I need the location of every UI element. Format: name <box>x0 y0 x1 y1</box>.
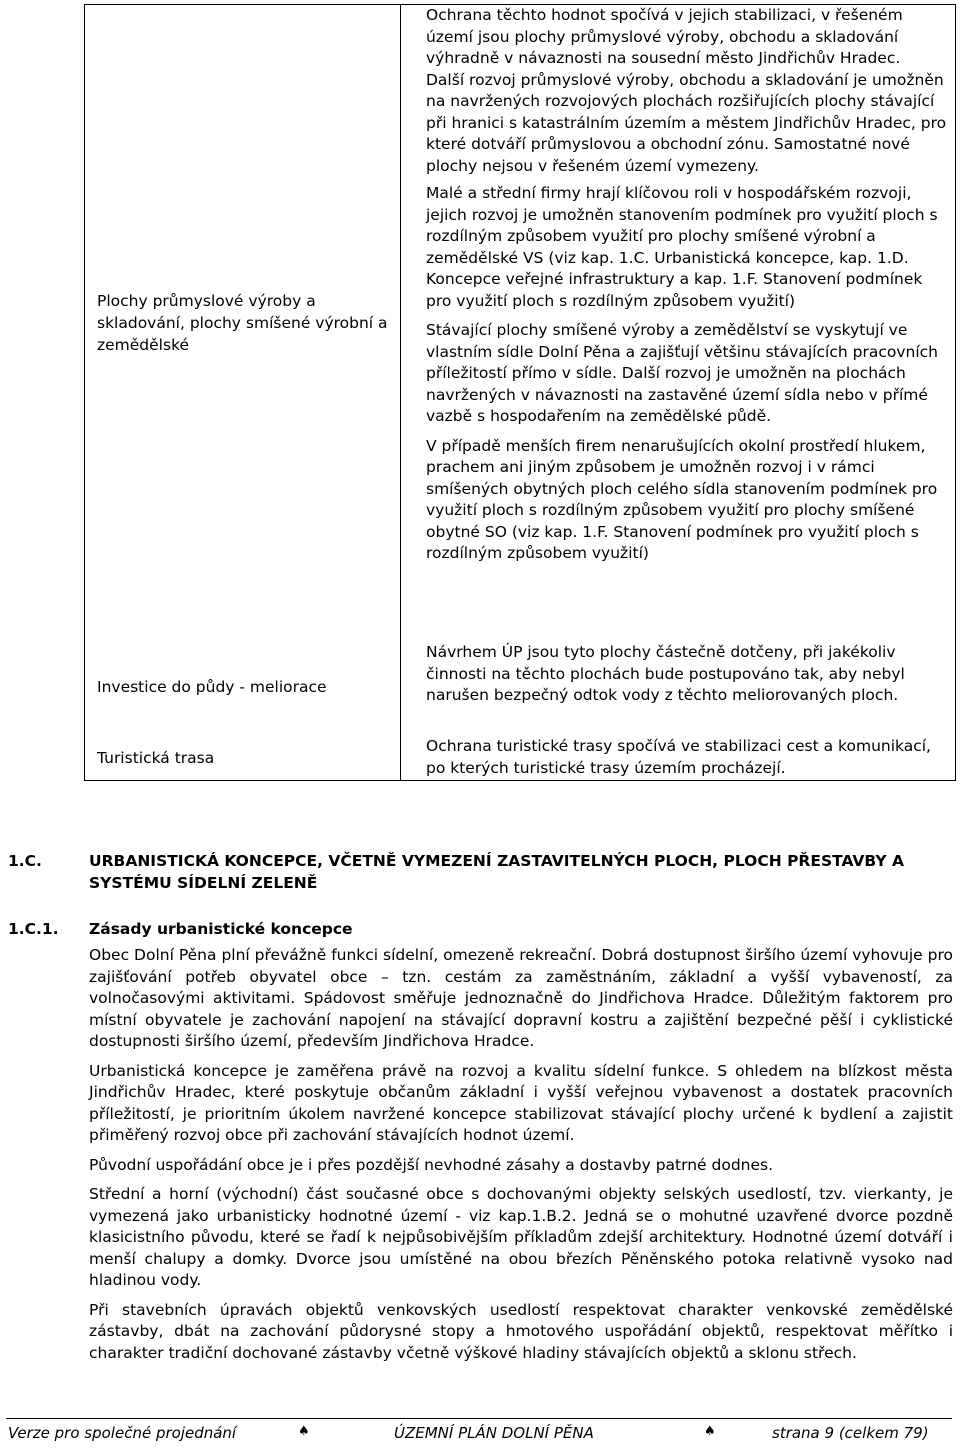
paragraph: Ochrana těchto hodnot spočívá v jejich stabilizaci, v řešeném území jsou plochy průmyslové výroby, obchodu a skladování výhradně v návaznosti na sousední město Jindřichův Hradec. <box>426 6 903 67</box>
body-text <box>89 945 953 1372</box>
page-footer <box>6 1418 952 1445</box>
paragraph: V případě menších firem nenarušujících okolní prostředí hlukem, prachem ani jiným způsobem je umožněn rozvoj i v rámci smíšených obytných ploch celého sídla stanovením podmínek pro využití ploch s rozdílným způsobem využití pro plochy smíšené obytné SO (viz kap. 1.F. Stanovení podmínek pro využití ploch s rozdílným způsobem využití) <box>426 436 938 562</box>
subsection-number: 1.C.1. <box>8 920 59 938</box>
footer-version: Verze pro společné projednání <box>8 1424 237 1442</box>
section-title: URBANISTICKÁ KONCEPCE, VČETNĚ VYMEZENÍ ZASTAVITELNÝCH PLOCH, PLOCH PŘESTAVBY A SYSTÉMU SÍDELNÍ ZELENĚ <box>89 852 905 892</box>
subsection-title: Zásady urbanistické koncepce <box>89 920 353 938</box>
label-tourist-route: Turistická trasa <box>97 749 215 767</box>
row-industrial-text <box>426 5 950 573</box>
spade-icon: ♠ <box>298 1424 310 1439</box>
label-soil-investment: Investice do půdy - meliorace <box>97 678 327 696</box>
footer-title: ÚZEMNÍ PLÁN DOLNÍ PĚNA <box>394 1424 594 1442</box>
paragraph: Při stavebních úpravách objektů venkovských usedlostí respektovat charakter venkovské zemědělské zástavby, dbát na zachování půdorysné stopy a hmotového uspořádání objektů, respektovat měřítko i charakter tradiční dochované zástavby včetně výškové hladiny stávajících objektů a sklonu střech. <box>89 1300 953 1362</box>
paragraph: Obec Dolní Pěna plní převážně funkci sídelní, omezeně rekreační. Dobrá dostupnost širšího území vyhovuje pro zajišťování potřeb obyvatel obce – tzn. cestám za zaměstnáním, základní a vyšší vybaveností, za volnočasovými aktivitami. Spádovost směřuje jednoznačně do Jindřichova Hradce. Důležitým faktorem pro místní obyvatele je zachování napojení na stávající dopravní kostru a zajištění bezpečné pěší i cyklistické dostupnosti širšího území, především Jindřichova Hradce. <box>89 946 953 1050</box>
row-meliorace-text: Návrhem ÚP jsou tyto plochy částečně dotčeny, při jakékoliv činnosti na těchto plochách bude postupováno tak, aby nebyl narušen bezpečný odtok vody z těchto meliorovaných ploch. <box>426 643 905 704</box>
paragraph: Další rozvoj průmyslové výroby, obchodu a skladování je umožněn na navržených rozvojových plochách rozšiřujících plochy stávající při hranici s katastrálním územím a městem Jindřichův Hradec, pro které dotváří průmyslovou a obchodní zónu. Samostatné nové plochy nejsou v řešeném území vymezeny. <box>426 70 947 175</box>
row-tourist-text: Ochrana turistické trasy spočívá ve stabilizaci cest a komunikací, po kterých turistické trasy územím procházejí. <box>426 737 931 777</box>
section-number: 1.C. <box>8 852 42 870</box>
spade-icon: ♠ <box>704 1424 716 1439</box>
paragraph: Původní uspořádání obce je i přes pozdější nevhodné zásahy a dostavby patrné dodnes. <box>89 1155 774 1174</box>
column-divider <box>400 5 401 780</box>
footer-page-number: strana 9 (celkem 79) <box>772 1424 929 1442</box>
paragraph: Střední a horní (východní) část současné obce s dochovanými objekty selských usedlostí, tzv. vierkanty, je vymezená jako urbanisticky hodnotné území - viz kap.1.B.2. Jedná se o mohutné uzavřené dvorce pozdně klasicistního původu, které se řadí k nejpůsobivějším příkladům zdejší architektury. Hodnotné území dotváří i menší chalupy a domky. Dvorce jsou umístěné na obou březích Pěněnského potoka relativně vysoko nad hladinou vody. <box>89 1185 953 1289</box>
paragraph: Malé a střední firmy hrají klíčovou roli v hospodářském rozvoji, jejich rozvoj je umožněn stanovením podmínek pro využití ploch s rozdílným způsobem využití pro plochy smíšené výrobní a zemědělské VS (viz kap. 1.C. Urbanistická koncepce, kap. 1.D. Koncepce veřejné infrastruktury a kap. 1.F. Stanovení podmínek pro využití ploch s rozdílným způsobem využití) <box>426 184 938 310</box>
paragraph: Stávající plochy smíšené výroby a zemědělství se vyskytují ve vlastním sídle Dolní Pěna a zajišťují většinu stávajících pracovních příležitostí přímo v sídle. Další rozvoj je umožněn na plochách navržených v návaznosti na zastavěné území sídla nebo v přímé vazbě s hospodařením na zemědělské půdě. <box>426 321 938 425</box>
label-industrial-areas: Plochy průmyslové výroby a skladování, plochy smíšené výrobní a zemědělské <box>97 292 388 354</box>
paragraph: Urbanistická koncepce je zaměřena právě na rozvoj a kvalitu sídelní funkce. S ohledem na blízkost města Jindřichův Hradec, které poskytuje občanům základní i vyšší veřejnou vybavenost a dostatek pracovních příležitostí, je prioritním úkolem navržené koncepce stabilizovat stávající plochy určené k bydlení a zajistit přiměřený rozvoj obce při zachování stávajících hodnot území. <box>89 1061 953 1144</box>
